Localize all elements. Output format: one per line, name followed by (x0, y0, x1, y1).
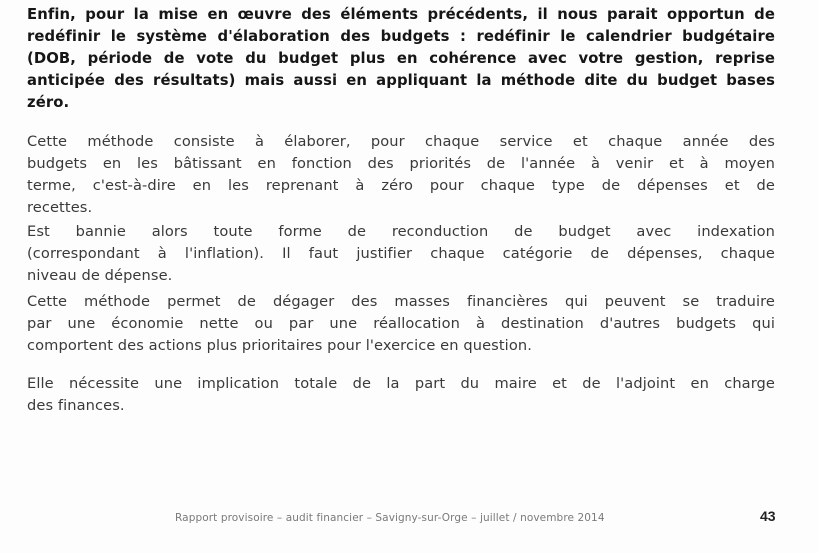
text-line: Est bannie alors toute forme de reconduction de budget avec indexation (27, 223, 775, 240)
text-line: anticipée des résultats) mais aussi en appliquant la méthode dite du budget bases (27, 72, 775, 89)
text-line: Elle nécessite une implication totale de la part du maire et de l'adjoint en charge (27, 375, 775, 392)
text-line: recettes. (27, 199, 93, 216)
text-line: des finances. (27, 397, 125, 414)
text-line: zéro. (27, 94, 70, 111)
text-line: niveau de dépense. (27, 267, 173, 284)
paragraph-method-description (27, 131, 775, 219)
page-number: 43 (760, 508, 776, 524)
text-line: Cette méthode permet de dégager des masses financières qui peuvent se traduire (27, 293, 775, 310)
paragraph-indexation (27, 221, 775, 287)
paragraph-financial-masses (27, 291, 775, 357)
text-line: par une économie nette ou par une réallocation à destination d'autres budgets qui (27, 315, 775, 332)
text-line: (DOB, période de vote du budget plus en cohérence avec votre gestion, reprise (27, 50, 775, 67)
text-line: comportent des actions plus prioritaires pour l'exercice en question. (27, 337, 532, 354)
text-line: Enfin, pour la mise en œuvre des éléments précédents, il nous parait opportun de (27, 6, 775, 23)
text-line: (correspondant à l'inflation). Il faut justifier chaque catégorie de dépenses, chaque (27, 245, 775, 262)
text-line: terme, c'est-à-dire en les reprenant à zéro pour chaque type de dépenses et de (27, 177, 775, 194)
paragraph-budget-system (27, 0, 775, 114)
text-line: redéfinir le système d'élaboration des budgets : redéfinir le calendrier budgétaire (27, 28, 775, 45)
text-line: budgets en les bâtissant en fonction des priorités de l'année à venir et à moyen (27, 155, 775, 172)
paragraph-mayor-involvement (27, 373, 775, 417)
page-footer: Rapport provisoire – audit financier – Savigny-sur-Orge – juillet / novembre 2014 (175, 512, 605, 524)
text-line: Cette méthode consiste à élaborer, pour chaque service et chaque année des (27, 133, 775, 150)
